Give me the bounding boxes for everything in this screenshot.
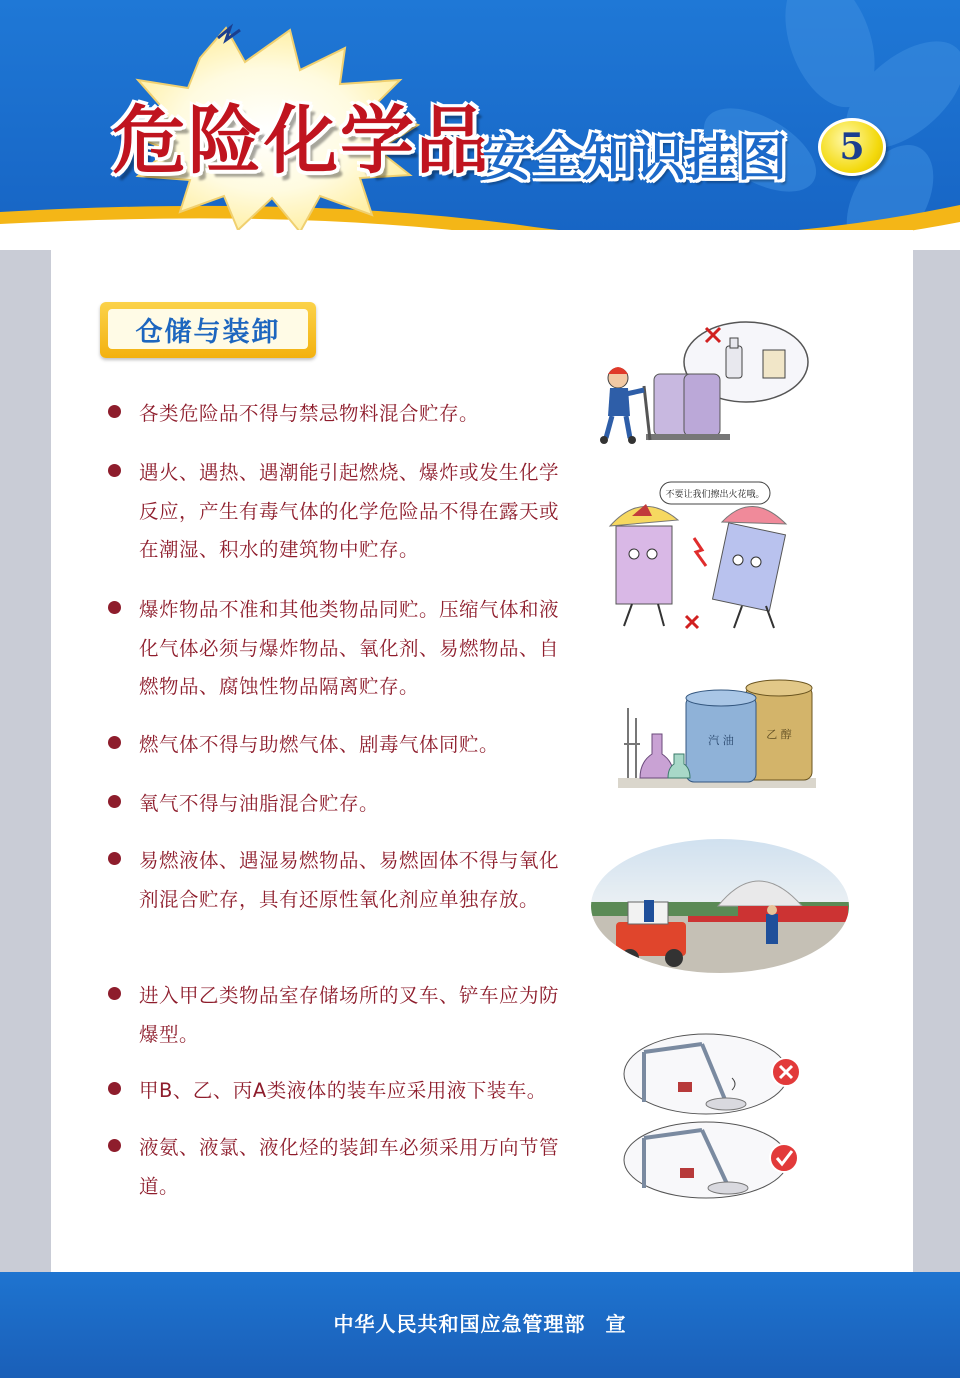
chemical-boxes-illustration (602, 476, 796, 636)
poster-subtitle: 安全知识挂图 (482, 129, 788, 187)
footer-org: 中华人民共和国应急管理部 (333, 1312, 586, 1336)
loading-arm-correct-illustration (622, 1118, 806, 1204)
loading-arm-wrong-illustration (622, 1030, 806, 1116)
list-item-text: 易燃液体、遇湿易燃物品、易燃固体不得与氧化剂混合贮存，具有还原性氧化剂应单独存放。 (139, 849, 560, 911)
footer-credit (0, 1308, 960, 1337)
footer-bar (0, 1272, 960, 1378)
drum-label-gasoline: 汽 油 (708, 734, 734, 747)
list-item-text: 液氨、液氯、液化烃的装卸车必须采用万向节管道。 (139, 1136, 560, 1198)
list-item-text: 甲B、乙、丙A类液体的装车应采用液下装车。 (139, 1079, 547, 1102)
bullet-icon (108, 405, 121, 418)
speech-bubble-text: 不要让我们擦出火花哦。 (665, 490, 765, 500)
bullet-icon (108, 464, 121, 477)
list-item-text: 燃气体不得与助燃气体、剧毒气体同贮。 (139, 733, 500, 756)
footer-suffix: 宣 (605, 1312, 627, 1336)
bullet-icon (108, 601, 121, 614)
list-item-text: 爆炸物品不准和其他类物品同贮。压缩气体和液化气体必须与爆炸物品、氧化剂、易燃物品、自燃物品、腐蚀性物品隔离贮存。 (139, 598, 560, 698)
worker-drums-illustration (598, 316, 814, 448)
section-title: 仓储与装卸 (108, 309, 308, 349)
bullet-icon (108, 795, 121, 808)
list-item-text: 进入甲乙类物品室存储场所的叉车、铲车应为防爆型。 (139, 984, 560, 1046)
drums-bottles-illustration (618, 678, 816, 788)
bullet-icon (108, 987, 121, 1000)
correct-icon (770, 1144, 798, 1172)
forklift-photo (588, 836, 852, 976)
bullet-icon (108, 1082, 121, 1095)
drum-label-ethanol: 乙 醇 (766, 728, 792, 741)
list-item-text: 遇火、遇热、遇潮能引起燃烧、爆炸或发生化学反应，产生有毒气体的化学危险品不得在露天或在潮湿、积水的建筑物中贮存。 (139, 461, 560, 561)
list-item-text: 氧气不得与油脂混合贮存。 (139, 792, 380, 815)
bullet-icon (108, 1139, 121, 1152)
poster-title: 危险化学品 (112, 98, 492, 184)
section-tag (100, 302, 316, 358)
list-item-text: 各类危险品不得与禁忌物料混合贮存。 (139, 402, 480, 425)
bullet-icon (108, 852, 121, 865)
bullet-icon (108, 736, 121, 749)
poster-number-badge: 5 (818, 118, 886, 176)
